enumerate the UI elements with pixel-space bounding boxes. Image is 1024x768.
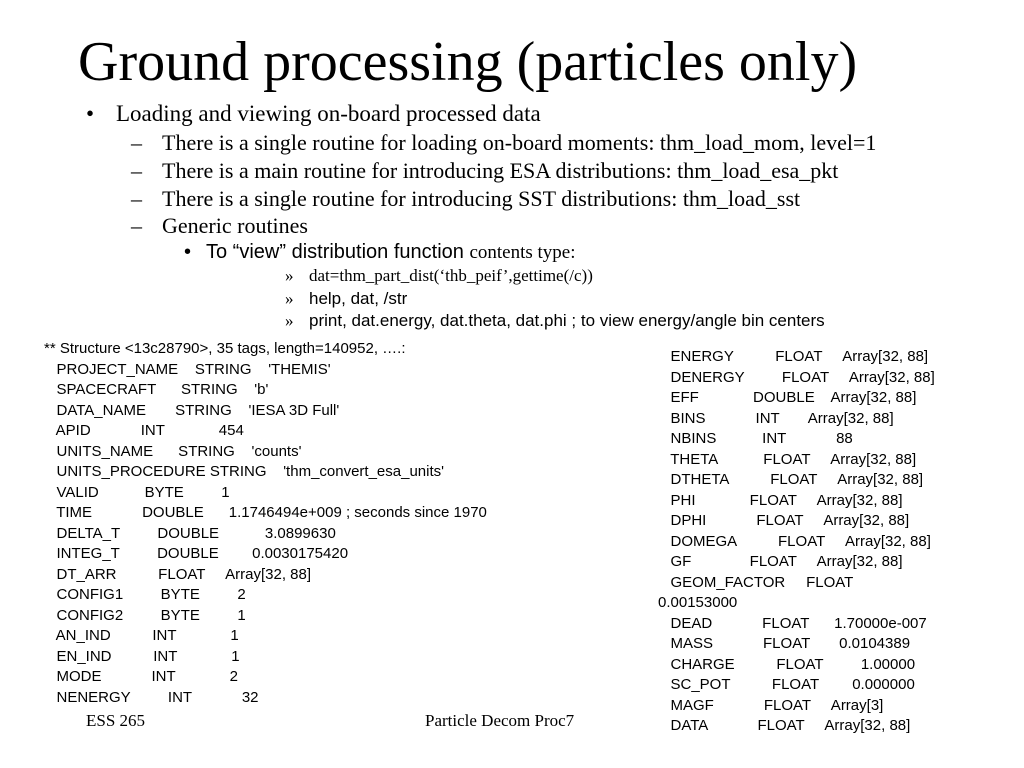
raquo-marker: » [285, 311, 294, 330]
dash-marker: – [131, 186, 142, 211]
structure-line: GEOM_FACTOR FLOAT [658, 573, 854, 591]
bullet-load-sst: There is a single routine for introducing SST distributions: thm_load_sst [162, 186, 801, 211]
structure-listing-left [44, 339, 487, 708]
slide-title: Ground processing (particles only) [78, 31, 858, 93]
structure-line: 0.00153000 [658, 594, 738, 611]
structure-line: DEAD FLOAT 1.70000e-007 [658, 614, 927, 632]
bullet-contents-type: contents type: [469, 242, 576, 263]
dash-marker: – [131, 158, 142, 183]
structure-line: BINS INT Array[32, 88] [658, 409, 894, 427]
structure-line: DT_ARR FLOAT Array[32, 88] [44, 565, 312, 583]
structure-line: EN_IND INT 1 [44, 647, 240, 665]
structure-line: CONFIG2 BYTE 1 [44, 606, 246, 624]
structure-line: ENERGY FLOAT Array[32, 88] [658, 348, 929, 365]
footer-slide-label: Particle Decom Proc7 [425, 711, 575, 730]
bullet-marker: • [86, 101, 95, 126]
command-help: help, dat, /str [309, 289, 408, 308]
footer-course: ESS 265 [86, 711, 146, 730]
structure-line: MASS FLOAT 0.0104389 [658, 635, 911, 652]
structure-line: DTHETA FLOAT Array[32, 88] [658, 471, 924, 488]
structure-line: VALID BYTE 1 [44, 483, 230, 501]
structure-line: PHI FLOAT Array[32, 88] [658, 491, 903, 509]
command-print: print, dat.energy, dat.theta, dat.phi ; to view energy/angle bin centers [309, 311, 825, 330]
bullet-loading-viewing: Loading and viewing on-board processed data [116, 101, 541, 126]
structure-line: DPHI FLOAT Array[32, 88] [658, 512, 910, 529]
raquo-marker: » [285, 289, 294, 308]
structure-line: MAGF FLOAT Array[3] [658, 696, 884, 714]
structure-line: UNITS_PROCEDURE STRING 'thm_convert_esa_units' [44, 463, 445, 480]
structure-line: AN_IND INT 1 [44, 627, 239, 644]
structure-line: INTEG_T DOUBLE 0.0030175420 [44, 545, 349, 562]
structure-listing-right [658, 347, 935, 737]
structure-line: EFF DOUBLE Array[32, 88] [658, 389, 917, 406]
structure-line: DELTA_T DOUBLE 3.0899630 [44, 524, 336, 542]
structure-line: GF FLOAT Array[32, 88] [658, 553, 903, 570]
structure-line: NBINS INT 88 [658, 430, 853, 447]
structure-line: PROJECT_NAME STRING 'THEMIS' [44, 360, 331, 378]
structure-line: THETA FLOAT Array[32, 88] [658, 450, 917, 468]
bullet-generic-routines: Generic routines [162, 213, 308, 238]
structure-line: NENERGY INT 32 [44, 688, 259, 706]
structure-line: DENERGY FLOAT Array[32, 88] [658, 368, 935, 386]
structure-line: DATA FLOAT Array[32, 88] [658, 717, 911, 734]
bullet-view-text: To “view” distribution function [206, 241, 470, 263]
command-part-dist: dat=thm_part_dist(‘thb_peif’,gettime(/c)) [309, 266, 593, 285]
bullet-load-mom: There is a single routine for loading on-board moments: thm_load_mom, level=1 [162, 130, 877, 155]
structure-line: DOMEGA FLOAT Array[32, 88] [658, 532, 931, 550]
bullet-load-esa: There is a main routine for introducing ESA distributions: thm_load_esa_pkt [162, 158, 839, 183]
dash-marker: – [131, 213, 142, 238]
structure-line: SPACECRAFT STRING 'b' [44, 381, 269, 398]
structure-line: APID INT 454 [44, 422, 244, 439]
dash-marker: – [131, 130, 142, 155]
structure-line: CHARGE FLOAT 1.00000 [658, 655, 916, 673]
raquo-marker: » [285, 266, 294, 285]
structure-line: UNITS_NAME STRING 'counts' [44, 442, 302, 460]
bullet-marker: • [184, 241, 192, 263]
structure-line: SC_POT FLOAT 0.000000 [658, 676, 915, 693]
bullet-view-distribution [206, 240, 576, 265]
structure-line: ** Structure <13c28790>, 35 tags, length=140952, ….: [44, 340, 406, 357]
structure-line: CONFIG1 BYTE 2 [44, 586, 246, 603]
structure-line: MODE INT 2 [44, 668, 238, 685]
structure-line: TIME DOUBLE 1.1746494e+009 ; seconds since 1970 [44, 504, 487, 521]
structure-line: DATA_NAME STRING 'IESA 3D Full' [44, 401, 340, 419]
